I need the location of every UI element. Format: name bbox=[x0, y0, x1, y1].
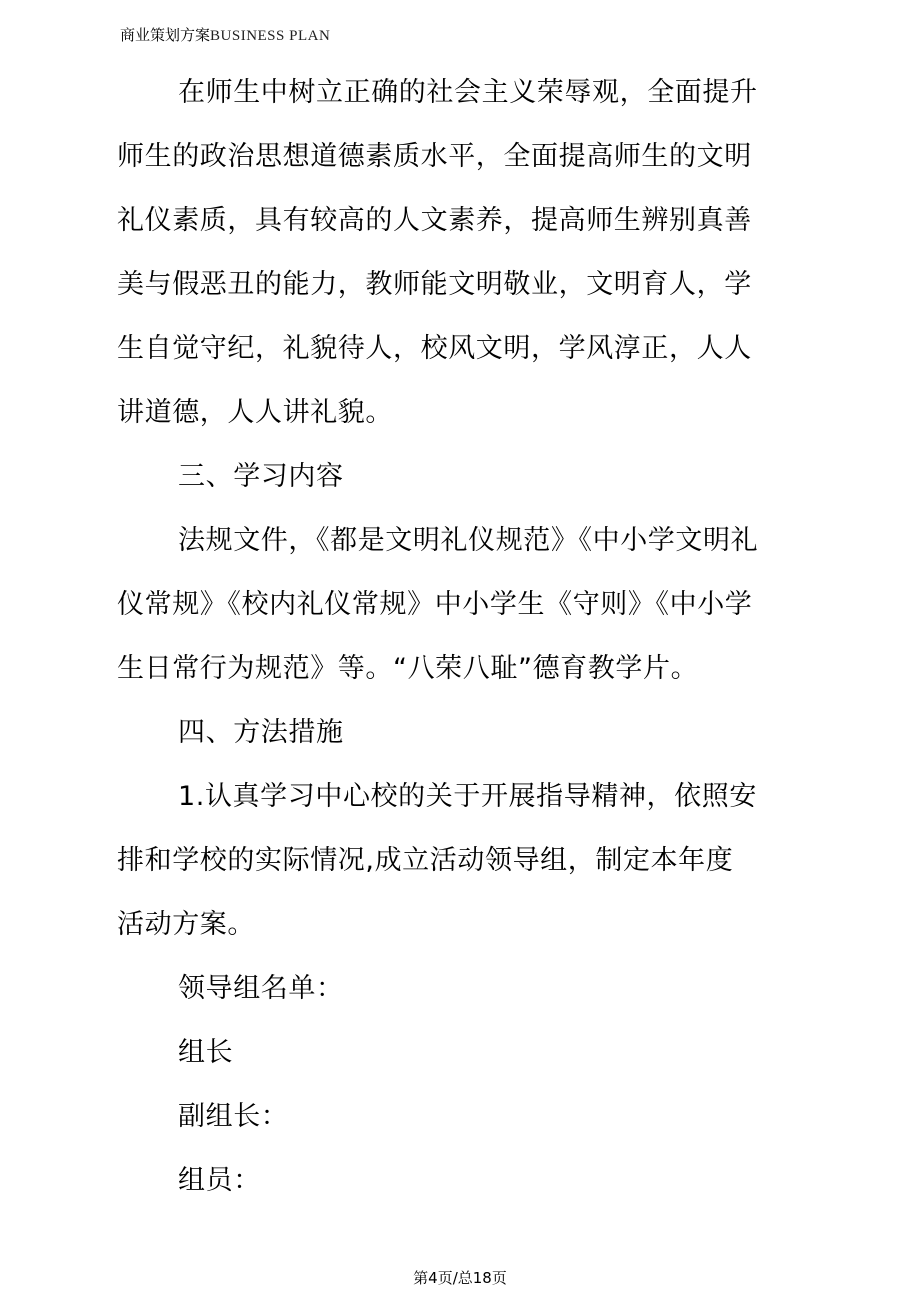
paragraph-line: 礼仪素质，具有较高的人文素养，提高师生辨别真善 bbox=[117, 205, 752, 236]
paragraph-line: 仪常规》《校内礼仪常规》中小学生《守则》《中小学 bbox=[117, 589, 753, 620]
header-title-en: BUSINESS PLAN bbox=[210, 28, 331, 44]
page-header bbox=[120, 24, 330, 47]
page-number: 第4页/总18页 bbox=[413, 1269, 507, 1287]
paragraph-line: 美与假恶丑的能力，教师能文明敬业，文明育人，学 bbox=[117, 269, 752, 300]
leader-label: 组长 bbox=[178, 1037, 234, 1068]
paragraph-line: 活动方案。 bbox=[117, 909, 255, 940]
document-body bbox=[117, 61, 797, 1213]
header-title-cn: 商业策划方案 bbox=[120, 26, 211, 44]
section-heading-methods: 四、方法措施 bbox=[178, 717, 344, 748]
section-heading-study-content: 三、学习内容 bbox=[178, 461, 344, 492]
deputy-leader-label: 副组长： bbox=[178, 1101, 289, 1132]
paragraph-line: 生自觉守纪，礼貌待人，校风文明，学风淳正，人人 bbox=[117, 333, 752, 364]
paragraph-line: 师生的政治思想道德素质水平，全面提高师生的文明 bbox=[117, 141, 752, 172]
paragraph-line: 在师生中树立正确的社会主义荣辱观，全面提升 bbox=[178, 77, 758, 108]
paragraph-line: 生日常行为规范》等。“八荣八耻”德育教学片。 bbox=[117, 653, 699, 684]
paragraph-line: 讲道德，人人讲礼貌。 bbox=[117, 397, 393, 428]
leadership-list-label: 领导组名单： bbox=[178, 973, 344, 1004]
paragraph-line: 排和学校的实际情况,成立活动领导组，制定本年度 bbox=[117, 845, 734, 876]
members-label: 组员： bbox=[178, 1165, 261, 1196]
paragraph-line: 1.认真学习中心校的关于开展指导精神，依照安 bbox=[178, 781, 757, 812]
paragraph-line: 法规文件，《都是文明礼仪规范》《中小学文明礼 bbox=[178, 525, 759, 556]
